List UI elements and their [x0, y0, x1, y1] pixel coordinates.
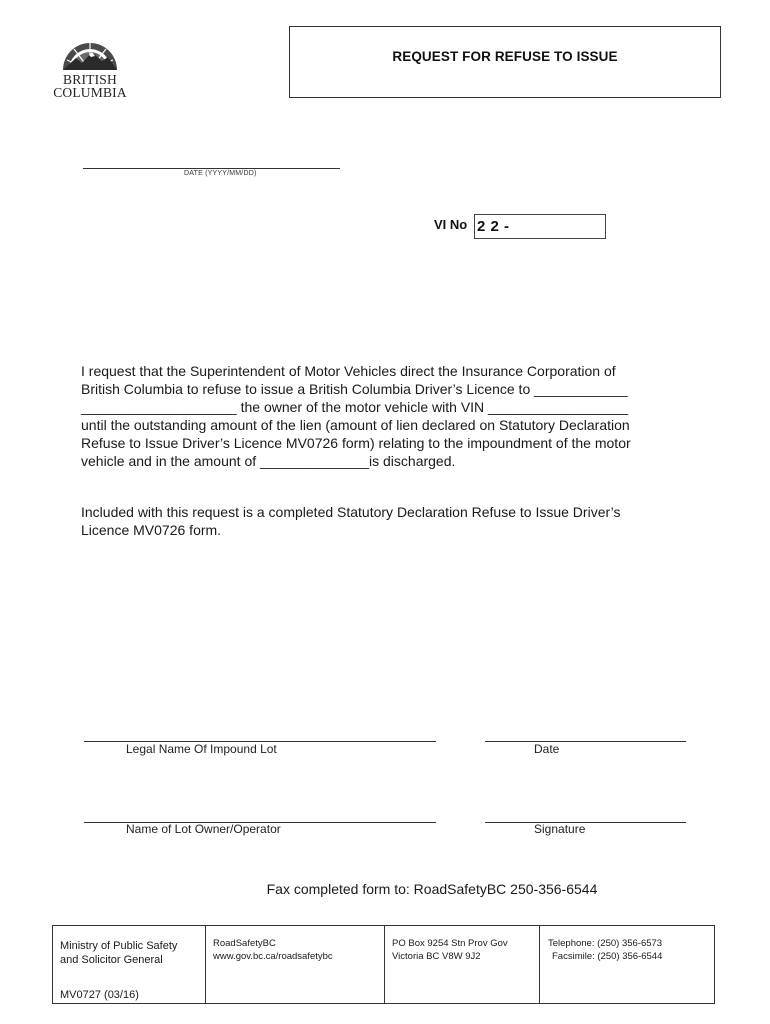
impound-lot-label: Legal Name Of Impound Lot: [126, 742, 277, 756]
form-number: MV0727 (03/16): [60, 989, 139, 1001]
footer-address-cell: [385, 926, 540, 1003]
signature-label: Signature: [534, 822, 586, 836]
vi-number-value: 2 2 -: [477, 218, 510, 235]
logo-text-british: BRITISH: [63, 72, 117, 87]
date-label: DATE (YYYY/MM/DD): [184, 170, 257, 177]
bc-logo: [50, 30, 130, 102]
included-line: Licence MV0726 form.: [81, 522, 222, 538]
request-line: until the outstanding amount of the lien (amount of lien declared on Statutory Declaration: [81, 417, 630, 433]
footer-ministry-cell: [53, 926, 206, 1003]
footer-contact-cell: [540, 926, 716, 1003]
request-line: ____________________ the owner of the motor vehicle with VIN __________________: [81, 399, 629, 415]
address-line2: Victoria BC V8W 9J2: [392, 951, 481, 962]
fax-text: Fax completed form to: RoadSafetyBC 250-356-6544: [266, 881, 598, 897]
logo-text-columbia: COLUMBIA: [53, 85, 127, 100]
included-paragraph: [81, 503, 693, 539]
request-line: Refuse to Issue Driver’s Licence MV0726 form) relating to the impoundment of the motor: [81, 435, 631, 451]
ministry-name-line2: and Solicitor General: [60, 954, 163, 966]
bc-sun-mountain-icon: [60, 30, 120, 72]
date-signed-label: Date: [534, 742, 560, 756]
vi-number-field[interactable]: [474, 214, 606, 239]
telephone-number: Telephone: (250) 356-6573: [548, 938, 663, 949]
org-name: RoadSafetyBC: [213, 938, 276, 949]
fax-instructions: [0, 881, 770, 897]
address-line1: PO Box 9254 Stn Prov Gov: [392, 938, 508, 949]
request-line: British Columbia to refuse to issue a British Columbia Driver’s Licence to ____________: [81, 381, 628, 397]
facsimile-number: Facsimile: (250) 356-6544: [552, 951, 663, 962]
date-input-line[interactable]: [83, 168, 340, 169]
date-signed-line[interactable]: [485, 741, 686, 742]
signature-line[interactable]: [485, 822, 686, 823]
vi-number-label: VI No: [434, 217, 468, 232]
request-paragraph: [81, 362, 693, 470]
footer-table: [52, 925, 715, 1004]
title-box: [289, 26, 721, 98]
ministry-name-line1: Ministry of Public Safety: [60, 940, 178, 952]
footer-org-cell: [206, 926, 385, 1003]
request-line: vehicle and in the amount of ______________is discharged.: [81, 453, 456, 469]
request-line: I request that the Superintendent of Motor Vehicles direct the Insurance Corporation of: [81, 363, 616, 379]
org-website: www.gov.bc.ca/roadsafetybc: [213, 951, 333, 962]
included-line: Included with this request is a completed Statutory Declaration Refuse to Issue Driver’s: [81, 504, 621, 520]
lot-owner-label: Name of Lot Owner/Operator: [126, 822, 281, 836]
form-title: REQUEST FOR REFUSE TO ISSUE: [392, 49, 618, 64]
